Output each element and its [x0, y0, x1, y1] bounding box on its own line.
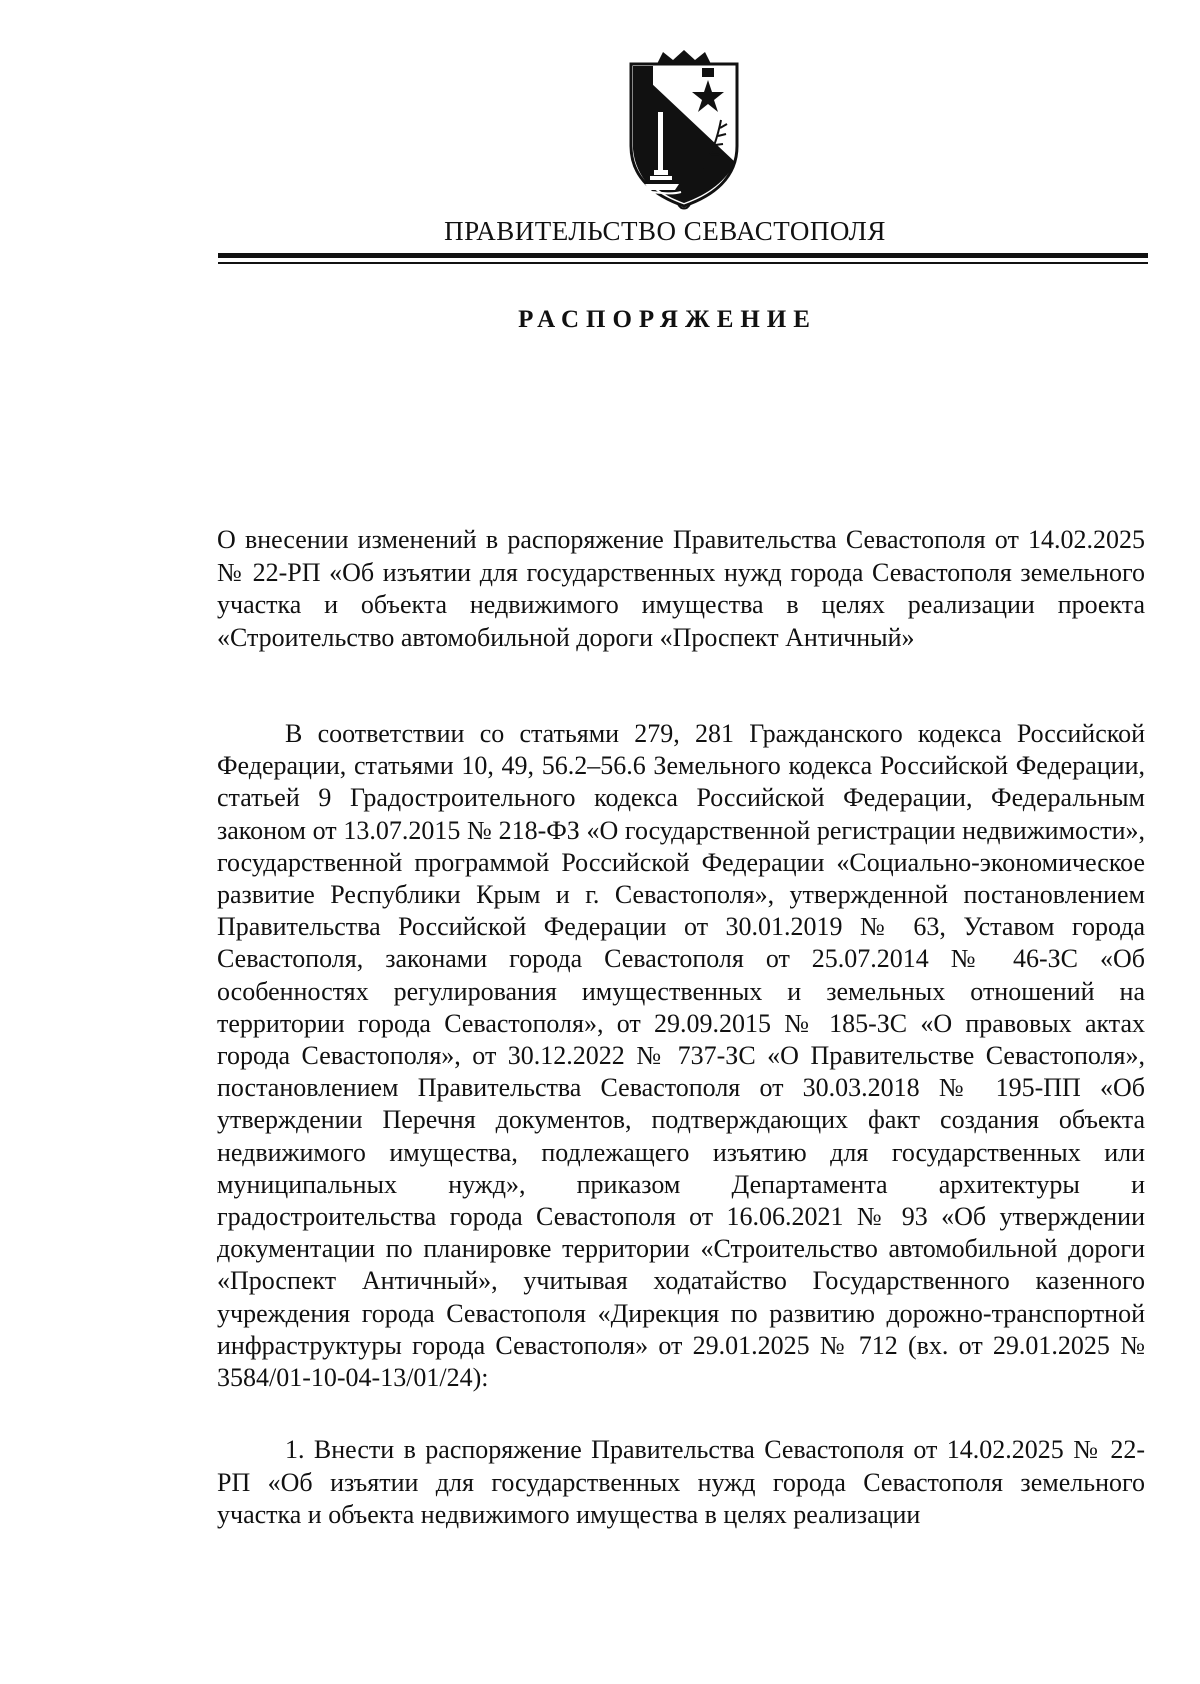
document-subject: О внесении изменений в распоряжение Правительства Севастополя от 14.02.2025 № 22-РП «Об изъятии для государственных нужд города Севастополя земельного участка и объекта недвижимого имущества в целях реализации проекта «Строительство автомобильной дороги «Проспект Античный» [217, 525, 1145, 652]
coat-of-arms-icon [623, 50, 745, 210]
document-type-title: РАСПОРЯЖЕНИЕ [518, 306, 817, 333]
header-rule-thick [218, 253, 1148, 258]
government-name: ПРАВИТЕЛЬСТВО СЕВАСТОПОЛЯ [444, 216, 886, 246]
preamble-paragraph: В соответствии со статьями 279, 281 Гражданского кодекса Российской Федерации, статьями 10, 49, 56.2–56.6 Земельного кодекса Российской Федерации, статьей 9 Градостроительного кодекса Российской Федерации, Федеральным законом от 13.07.2015 № 218-ФЗ «О государственной регистрации недвижимости», государственной программой Российской Федерации «Социально-экономическое развитие Республики Крым и г. Севастополя», утвержденной постановлением Правительства Российской Федерации от 30.01.2019 № 63, Уставом города Севастополя, законами города Севастополя от 25.07.2014 № 46-ЗС «Об особенностях регулирования имущественных и земельных отношений на территории города Севастополя», от 29.09.2015 № 185-ЗС «О правовых актах города Севастополя», от 30.12.2022 № 737-ЗС «О Правительстве Севастополя», постановлением Правительства Севастополя от 30.03.2018 № 195-ПП «Об утверждении Перечня документов, подтверждающих факт создания объекта недвижимого имущества, подлежащего изъятию для государственных или муниципальных нужд», приказом Департамента архитектуры и градостроительства города Севастополя от 16.06.2021 № 93 «Об утверждении документации по планировке территории «Строительство автомобильной дороги «Проспект Античный», учитывая ходатайство Государственного казенного учреждения города Севастополя «Дирекция по развитию дорожно-транспортной инфраструктуры города Севастополя» от 29.01.2025 № 712 (вх. от 29.01.2025 № 3584/01-10-04-13/01/24): [217, 719, 1145, 1393]
clause-item-1: 1. Внести в распоряжение Правительства Севастополя от 14.02.2025 № 22-РП «Об изъятии для государственных нужд города Севастополя земельного участка и объекта недвижимого имущества в целях реализации [217, 1435, 1145, 1529]
crown-icon [657, 50, 711, 64]
header-rule-thin [218, 262, 1148, 264]
